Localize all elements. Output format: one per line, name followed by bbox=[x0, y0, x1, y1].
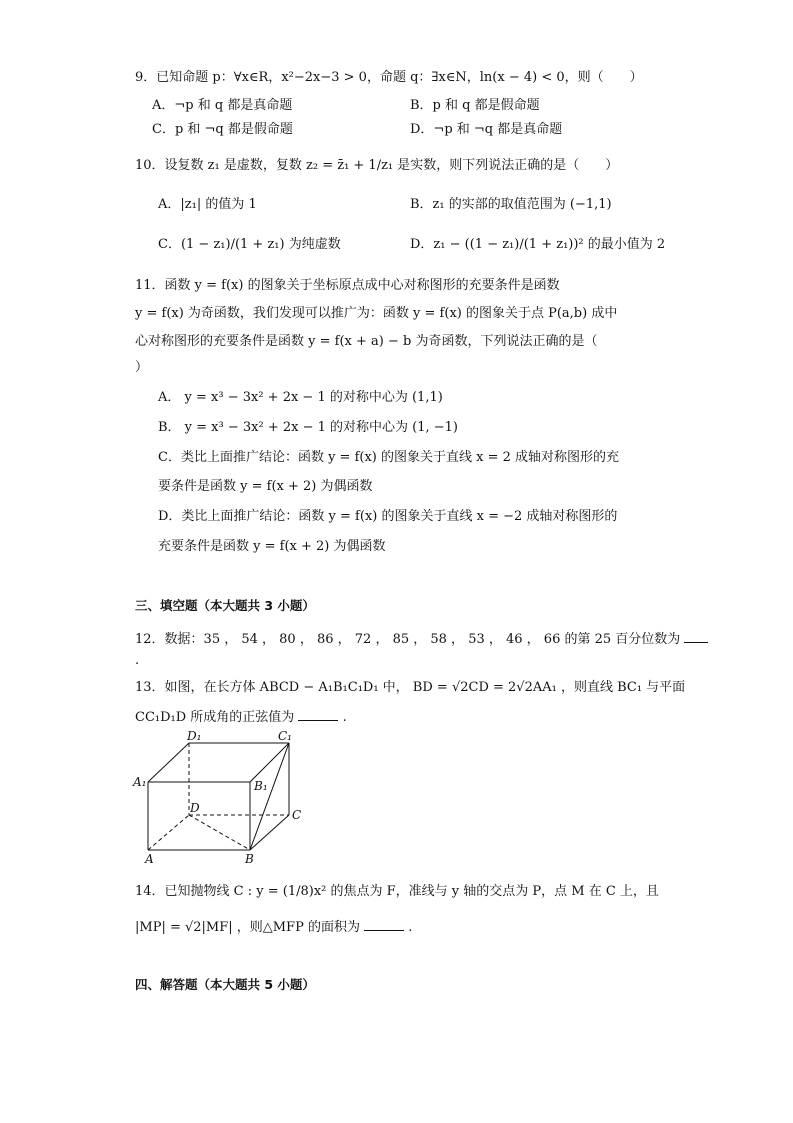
q12-line-2: . bbox=[135, 653, 140, 668]
label-d1: D₁ bbox=[187, 729, 202, 743]
q12-text: 12．数据：35 ， 54 ， 80 ， 86 ， 72 ， 85 ， 58 ， 53 ， 46 ， 66 的第 25 百分位数为 bbox=[135, 632, 681, 647]
q12-answer-blank[interactable] bbox=[684, 628, 708, 643]
q13-text: CC₁D₁D 所成角的正弦值为 bbox=[135, 710, 295, 725]
q10-option-b: B．z₁ 的实部的取值范围为 (−1,1) bbox=[410, 197, 612, 212]
q11-option-d-line-1: D．类比上面推广结论：函数 y = f(x) 的图象关于直线 x = −2 成轴对称图形的 bbox=[158, 509, 618, 524]
q10-option-c: C．(1 − z₁)/(1 + z₁) 为纯虚数 bbox=[158, 237, 341, 252]
q14-line-2 bbox=[135, 916, 412, 938]
q11-line-1: 11．函数 y = f(x) 的图象关于坐标原点成中心对称图形的充要条件是函数 bbox=[135, 278, 560, 293]
label-a: A bbox=[145, 852, 154, 866]
q11-line-2: y = f(x) 为奇函数，我们发现可以推广为：函数 y = f(x) 的图象关于点 P(a,b) 成中 bbox=[135, 306, 618, 321]
section-3-heading: 三、填空题（本大题共 3 小题） bbox=[135, 598, 315, 613]
label-c1: C₁ bbox=[278, 729, 292, 743]
label-b1: B₁ bbox=[254, 779, 268, 793]
q10-stem: 10．设复数 z₁ 是虚数，复数 z₂ = z̄₁ + 1/z₁ 是实数，则下列说法正确的是（ ） bbox=[135, 158, 619, 173]
label-a1: A₁ bbox=[133, 775, 147, 789]
section-4-heading: 四、解答题（本大题共 5 小题） bbox=[135, 977, 315, 992]
q14-line-1: 14．已知抛物线 C : y = (1/8)x² 的焦点为 F，准线与 y 轴的交点为 P，点 M 在 C 上，且 bbox=[135, 884, 659, 899]
q11-option-c-line-1: C．类比上面推广结论：函数 y = f(x) 的图象关于直线 x = 2 成轴对称图形的充 bbox=[158, 450, 620, 465]
label-d: D bbox=[190, 801, 200, 815]
q14-period: . bbox=[408, 920, 413, 935]
q10-option-d: D．z₁ − ((1 − z₁)/(1 + z₁))² 的最小值为 2 bbox=[410, 237, 666, 252]
q13-period: . bbox=[342, 710, 347, 725]
q9-stem: 9．已知命题 p：∀x∈R，x²−2x−3 > 0，命题 q：∃x∈N，ln(x − 4) < 0，则（ ） bbox=[135, 70, 643, 85]
q9-option-d: D．¬p 和 ¬q 都是真命题 bbox=[410, 122, 563, 137]
q11-line-3: 心对称图形的充要条件是函数 y = f(x + a) − b 为奇函数，下列说法正确的是（ bbox=[135, 334, 598, 349]
cuboid-edges bbox=[148, 743, 289, 850]
q13-answer-blank[interactable] bbox=[298, 706, 338, 721]
q14-answer-blank[interactable] bbox=[364, 916, 404, 931]
q11-option-a: A． y = x³ − 3x² + 2x − 1 的对称中心为 (1,1) bbox=[158, 390, 443, 405]
label-b: B bbox=[245, 852, 254, 866]
q11-option-c-line-2: 要条件是函数 y = f(x + 2) 为偶函数 bbox=[158, 479, 373, 494]
q9-option-b: B．p 和 q 都是假命题 bbox=[410, 98, 540, 113]
cuboid-figure bbox=[128, 726, 328, 870]
q9-option-a: A．¬p 和 q 都是真命题 bbox=[152, 98, 293, 113]
label-c: C bbox=[292, 808, 302, 822]
q11-line-4: ） bbox=[135, 360, 149, 375]
q10-option-a: A．|z₁| 的值为 1 bbox=[158, 197, 257, 212]
q14-text: |MP| = √2|MF| ，则△MFP 的面积为 bbox=[135, 920, 360, 935]
q12-line-1 bbox=[135, 628, 708, 650]
q11-option-b: B． y = x³ − 3x² + 2x − 1 的对称中心为 (1, −1) bbox=[158, 420, 458, 435]
q13-line-2 bbox=[135, 706, 347, 728]
q13-line-1: 13．如图，在长方体 ABCD − A₁B₁C₁D₁ 中， BD = √2CD = 2√2AA₁ ，则直线 BC₁ 与平面 bbox=[135, 680, 686, 695]
q11-option-d-line-2: 充要条件是函数 y = f(x + 2) 为偶函数 bbox=[158, 539, 386, 554]
q9-option-c: C．p 和 ¬q 都是假命题 bbox=[152, 122, 293, 137]
